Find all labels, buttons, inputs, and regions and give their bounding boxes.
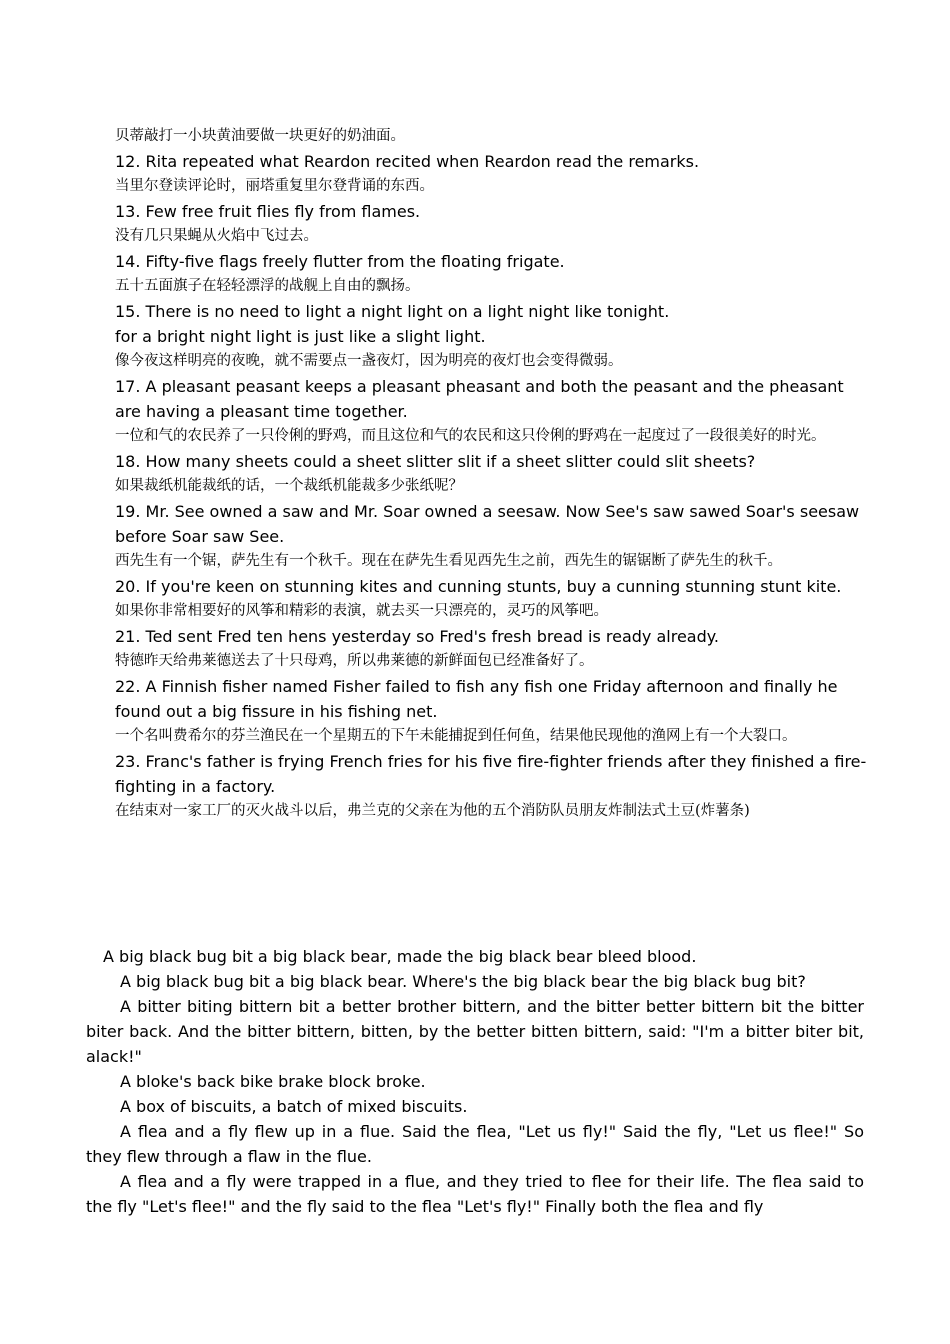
en-twister: 13. Few free fruit flies fly from flames. — [115, 202, 421, 221]
zh-translation: 没有几只果蝇从火焰中飞过去。 — [115, 228, 318, 244]
prose-paragraph: A bloke's back bike brake block broke. — [120, 1072, 426, 1091]
en-twister: 19. Mr. See owned a saw and Mr. Soar owned a seesaw. Now See's saw sawed Soar's seesaw before Soar saw See. — [115, 502, 860, 546]
prose-paragraph: A bitter biting bittern bit a better brother bittern, and the bitter better bittern bit the bitter biter back. And the bitter bittern, bitten, by the better bitten bittern, said: "I'm a bitter biter bit, alack!" — [86, 997, 864, 1066]
en-twister: 21. Ted sent Fred ten hens yesterday so Fred's fresh bread is ready already. — [115, 627, 720, 646]
prose-section — [86, 944, 864, 1219]
prose-paragraph: A box of biscuits, a batch of mixed biscuits. — [120, 1097, 468, 1116]
zh-translation: 贝蒂敲打一小块黄油要做一块更好的奶油面。 — [115, 128, 405, 144]
zh-translation: 一位和气的农民养了一只伶俐的野鸡，而且这位和气的农民和这只伶俐的野鸡在一起度过了一段很美好的时光。 — [115, 428, 826, 444]
prose-paragraph: A big black bug bit a big black bear, made the big black bear bleed blood. — [103, 947, 697, 966]
zh-translation: 当里尔登读评论时，丽塔重复里尔登背诵的东西。 — [115, 178, 434, 194]
en-twister: 14. Fifty-five flags freely flutter from the floating frigate. — [115, 252, 565, 271]
zh-translation: 像今夜这样明亮的夜晚，就不需要点一盏夜灯，因为明亮的夜灯也会变得微弱。 — [115, 353, 623, 369]
zh-translation: 一个名叫费希尔的芬兰渔民在一个星期五的下午未能捕捉到任何鱼，结果他民现他的渔网上有一个大裂口。 — [115, 728, 797, 744]
prose-paragraph: A big black bug bit a big black bear. Where's the big black bear the big black bug bit? — [120, 972, 806, 991]
en-twister: 17. A pleasant peasant keeps a pleasant pheasant and both the peasant and the pheasant are having a pleasant time together. — [115, 377, 844, 421]
en-twister: 20. If you're keen on stunning kites and cunning stunts, buy a cunning stunning stunt kite. — [115, 577, 842, 596]
zh-translation: 如果你非常相要好的风筝和精彩的表演，就去买一只漂亮的，灵巧的风筝吧。 — [115, 603, 608, 619]
prose-paragraph: A flea and a fly flew up in a flue. Said the flea, "Let us fly!" Said the fly, "Let us flee!" So they flew through a flaw in the flue. — [86, 1122, 864, 1166]
en-twister: 23. Franc's father is frying French fries for his five fire-fighter friends after they finished a fire-fighting in a factory. — [115, 752, 867, 796]
tongue-twister-list — [115, 124, 867, 824]
en-twister: 22. A Finnish fisher named Fisher failed to fish any fish one Friday afternoon and finally he found out a big fissure in his fishing net. — [115, 677, 838, 721]
en-twister: 15. There is no need to light a night light on a light night like tonight. — [115, 302, 670, 321]
en-twister: 18. How many sheets could a sheet slitter slit if a sheet slitter could slit sheets? — [115, 452, 756, 471]
en-twister: 12. Rita repeated what Reardon recited when Reardon read the remarks. — [115, 152, 700, 171]
zh-translation: 西先生有一个锯，萨先生有一个秋千。现在在萨先生看见西先生之前，西先生的锯锯断了萨先生的秋千。 — [115, 553, 782, 569]
zh-translation: 如果裁纸机能裁纸的话，一个裁纸机能裁多少张纸呢？ — [115, 478, 463, 494]
en-twister: for a bright night light is just like a slight light. — [115, 327, 486, 346]
prose-paragraph: A flea and a fly were trapped in a flue, and they tried to flee for their life. The flea said to the fly "Let's flee!" and the fly said to the flea "Let's fly!" Finally both the flea and fly — [86, 1172, 864, 1216]
zh-translation: 五十五面旗子在轻轻漂浮的战舰上自由的飘扬。 — [115, 278, 420, 294]
zh-translation: 在结束对一家工厂的灭火战斗以后，弗兰克的父亲在为他的五个消防队员朋友炸制法式土豆(炸薯条) — [115, 803, 750, 819]
zh-translation: 特德昨天给弗莱德送去了十只母鸡，所以弗莱德的新鲜面包已经准备好了。 — [115, 653, 594, 669]
